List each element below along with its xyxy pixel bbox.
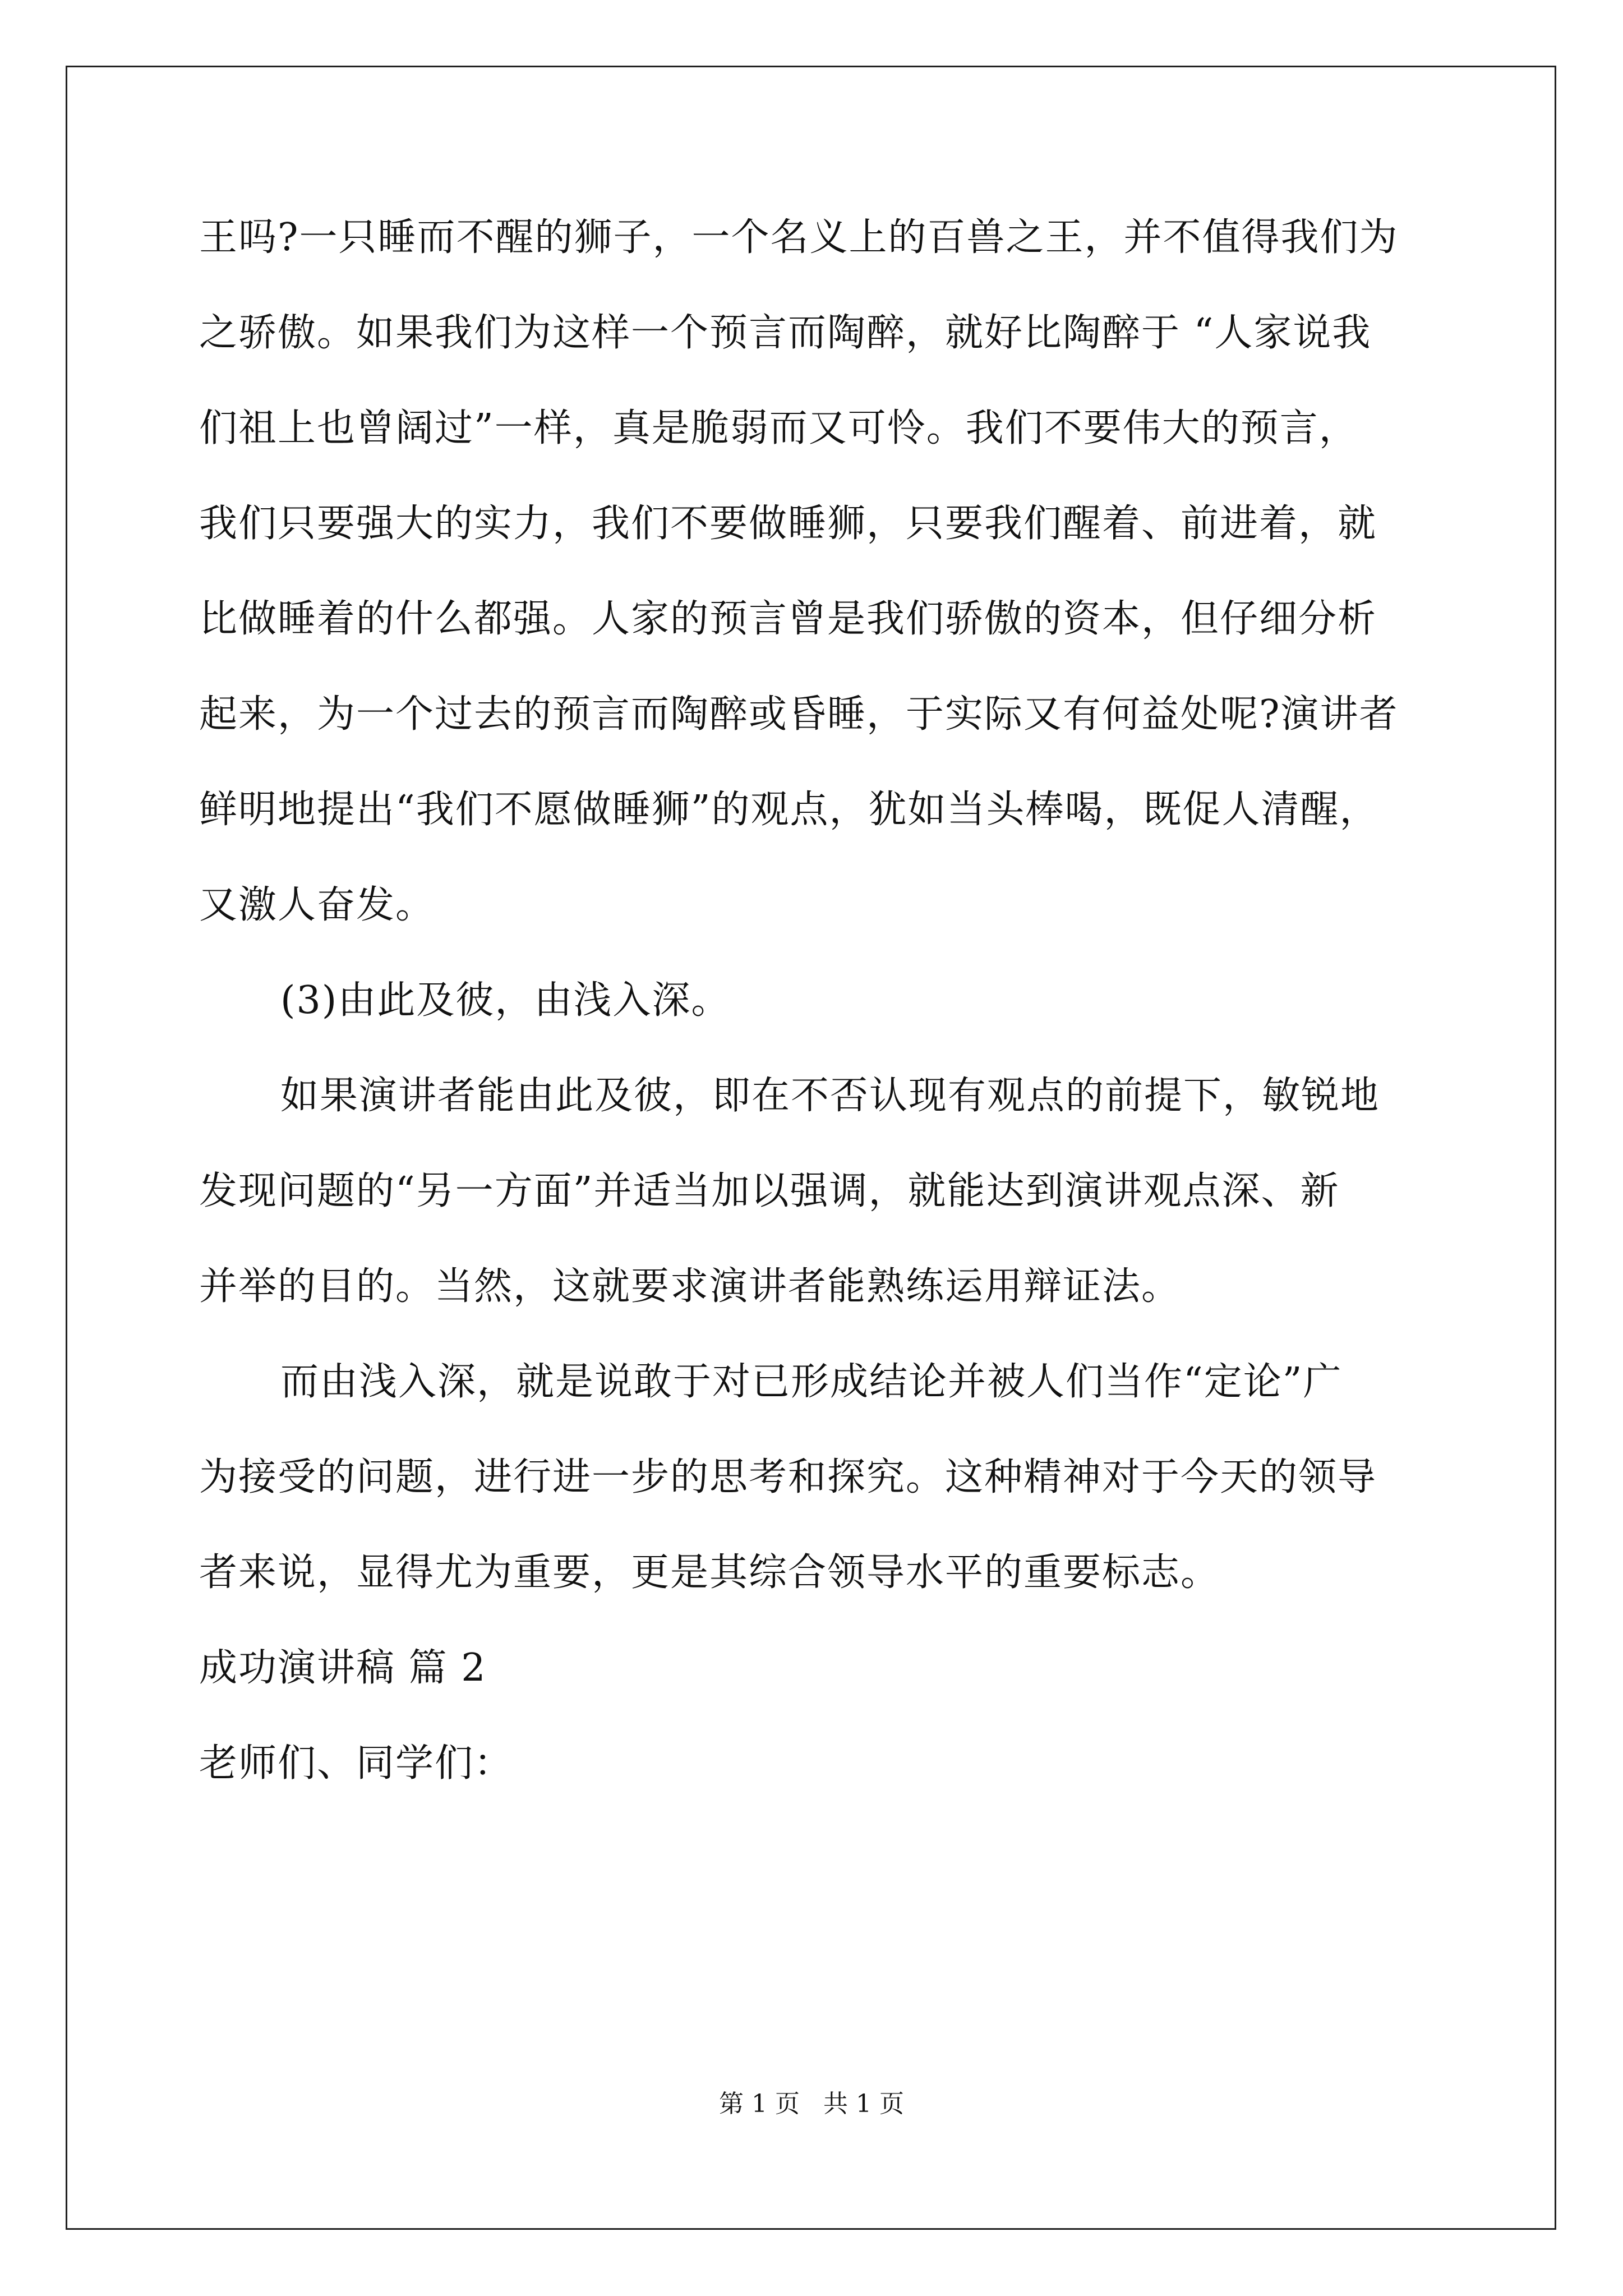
- text-line: 发现问题的“另一方面”并适当加以强调，就能达到演讲观点深、新: [199, 1169, 1340, 1213]
- document-body: [199, 215, 1455, 1786]
- text-line: 鲜明地提出“我们不愿做睡狮”的观点，犹如当头棒喝，既促人清醒，: [199, 788, 1379, 832]
- section-heading: (3)由此及彼，由浅入深。: [280, 978, 731, 1023]
- text-line: 为接受的问题，进行进一步的思考和探究。这种精神对于今天的领导: [199, 1455, 1377, 1499]
- text-line: 们祖上也曾阔过”一样，真是脆弱而又可怜。我们不要伟大的预言，: [199, 406, 1358, 450]
- page-footer: 第 1 页 共 1 页: [719, 2090, 904, 2118]
- salutation: 老师们、同学们：: [199, 1741, 514, 1786]
- text-line: 比做睡着的什么都强。人家的预言曾是我们骄傲的资本，但仔细分析: [199, 597, 1377, 641]
- text-line: 王吗?一只睡而不醒的狮子，一个名义上的百兽之王，并不值得我们为: [199, 215, 1399, 260]
- text-line: 如果演讲者能由此及彼，即在不否认现有观点的前提下，敏锐地: [280, 1074, 1380, 1118]
- text-line: 之骄傲。如果我们为这样一个预言而陶醉，就好比陶醉于 “人家说我: [199, 311, 1372, 355]
- article-title: 成功演讲稿 篇 2: [199, 1646, 487, 1690]
- text-line: 并举的目的。当然，这就要求演讲者能熟练运用辩证法。: [199, 1264, 1181, 1309]
- text-line: 起来，为一个过去的预言而陶醉或昏睡，于实际又有何益处呢?演讲者: [199, 692, 1399, 737]
- text-line: 者来说，显得尤为重要，更是其综合领导水平的重要标志。: [199, 1550, 1220, 1595]
- text-line: 而由浅入深，就是说敢于对已形成结论并被人们当作“定论”广: [280, 1360, 1343, 1404]
- text-line: 又激人奋发。: [199, 883, 435, 927]
- text-line: 我们只要强大的实力，我们不要做睡狮，只要我们醒着、前进着，就: [199, 501, 1377, 546]
